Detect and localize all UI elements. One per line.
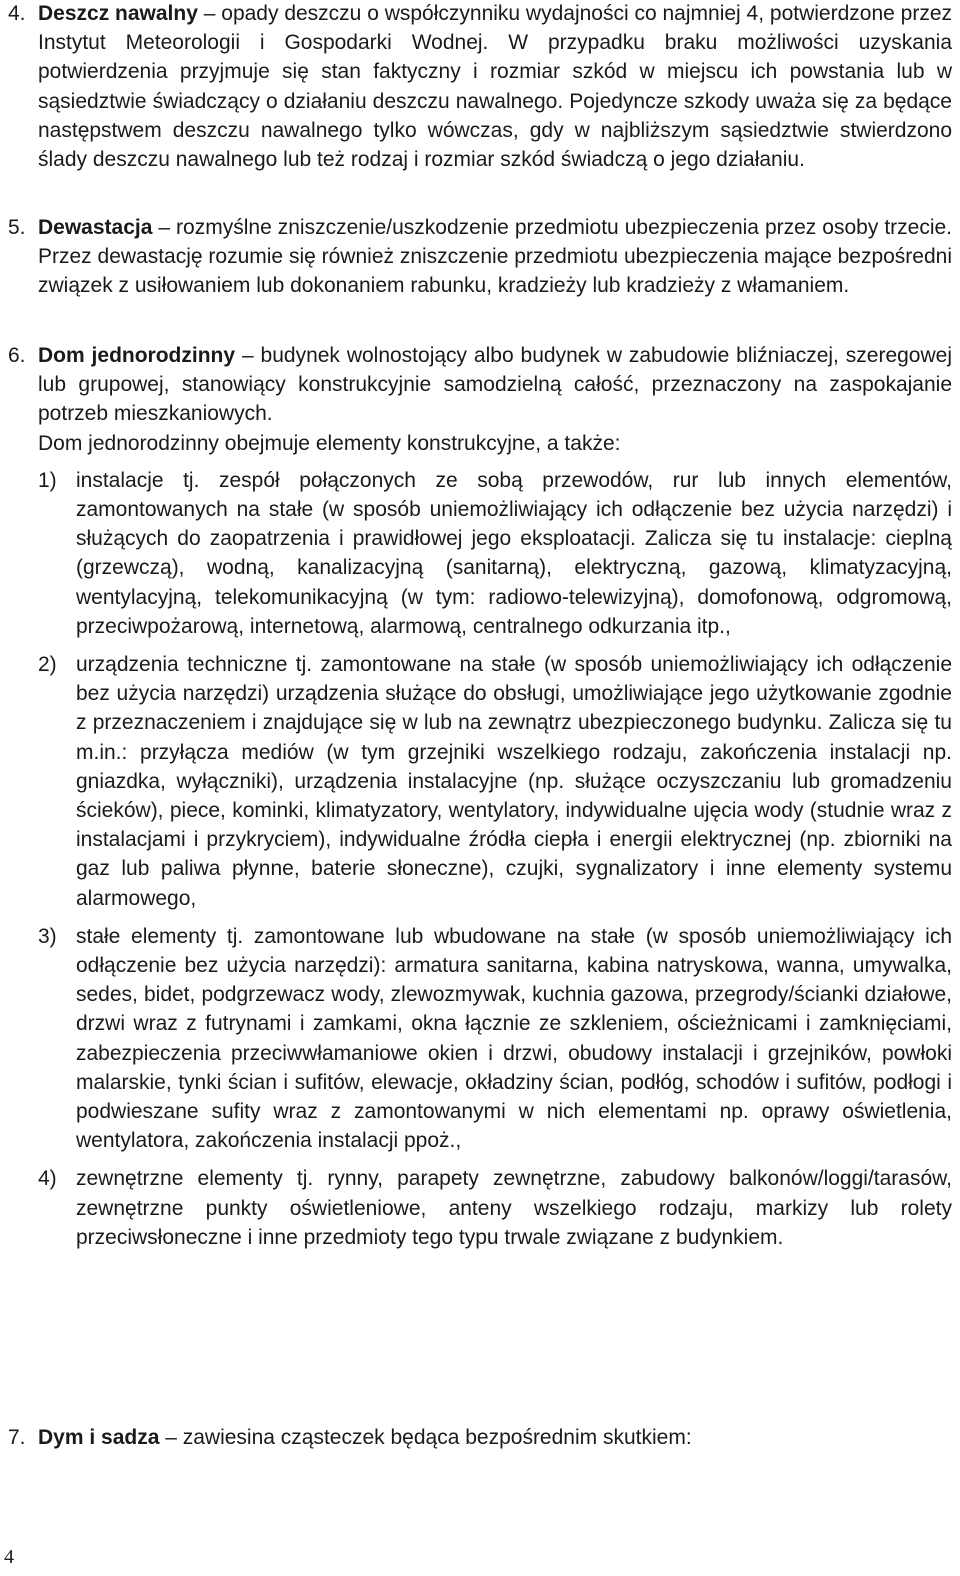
sub-item-text: zewnętrzne elementy tj. rynny, parapety zewnętrzne, zabudowy balkonów/loggi/tarasów, zewnętrzne punkty oświetleniowe, anteny wszelkiego rodzaju, markizy lub rolety przeciwsłoneczne i inne przedmioty tego typu trwale związane z budynkiem.	[76, 1167, 952, 1249]
entry-number: 5.	[8, 216, 26, 239]
entry-text: – budynek wolnostojący albo budynek w zabudowie bliźniaczej, szeregowej lub grupowej, stanowiący konstrukcyjnie samodzielną całość, przeznaczony na zaspokajanie potrzeb mieszkaniowych.	[38, 344, 952, 426]
entry-body	[38, 1423, 952, 1452]
entry-text: – rozmyślne zniszczenie/uszkodzenie przedmiotu ubezpieczenia przez osoby trzecie. Przez dewastację rozumie się również zniszczenie przedmiotu ubezpieczenia mające bezpośredni związek z usiłowaniem lub dokonaniem rabunku, kradzieży lub kradzieży z włamaniem.	[38, 216, 952, 298]
sub-item-number: 1)	[38, 468, 57, 492]
entry-text: – zawiesina cząsteczek będąca bezpośrednim skutkiem:	[159, 1426, 692, 1449]
sub-list	[38, 466, 952, 1252]
definition-entry-7	[0, 1423, 952, 1452]
entry-term: Dym i sadza	[38, 1426, 160, 1449]
sub-item-number: 3)	[38, 924, 57, 948]
entry-body	[38, 213, 952, 301]
sub-list-item	[38, 922, 952, 1156]
entry-definition	[38, 341, 952, 429]
sub-item-number: 2)	[38, 653, 57, 677]
entry-number: 4.	[8, 2, 26, 25]
sub-list-item	[38, 466, 952, 641]
entry-text: – opady deszczu o współczynniku wydajności co najmniej 4, potwierdzone przez Instytut Meteorologii i Gospodarki Wodnej. W przypadku braku możliwości uzyskania potwierdzenia przyjmuje się stan faktyczny i rozmiar szkód w miejscu ich powstania lub w sąsiedztwie świadczący o działaniu deszczu nawalnego. Pojedyncze szkody uważa się za będące następstwem deszczu nawalnego tylko wówczas, gdy w najbliższym sąsiedztwie stwierdzono ślady deszczu nawalnego lub też rodzaj i rozmiar szkód świadczą o jego działaniu.	[38, 2, 952, 172]
entry-body	[38, 0, 952, 174]
definition-entry-6	[0, 341, 952, 1261]
definition-entry-5	[0, 213, 952, 301]
definition-entry-4	[0, 0, 952, 174]
entry-term: Dom jednorodzinny	[38, 344, 236, 367]
sub-item-number: 4)	[38, 1167, 57, 1191]
entry-number: 7.	[8, 1426, 26, 1449]
entry-term: Dewastacja	[38, 216, 153, 239]
entry-intro: Dom jednorodzinny obejmuje elementy konstrukcyjne, a także:	[38, 431, 621, 455]
sub-list-item	[38, 650, 952, 913]
entry-body	[38, 341, 952, 1252]
sub-list-item	[38, 1164, 952, 1252]
sub-item-text: instalacje tj. zespół połączonych ze sobą przewodów, rur lub innych elementów, zamontowanych na stałe (w sposób uniemożliwiający ich odłączenie bez użycia narzędzi) i służących do zaopatrzenia i prawidłowej jego eksploatacji. Zalicza się tu instalacje: cieplną (grzewczą), wodną, kanalizacyjną (sanitarną), elektryczną, gazową, klimatyzacyjną, wentylacyjną, telekomunikacyjną (w tym: radiowo-telewizyjną), domofonową, odgromową, przeciwpożarową, internetową, alarmową, centralnego odkurzania itp.,	[76, 468, 952, 638]
entry-number: 6.	[8, 344, 26, 367]
page-number: 4	[4, 1546, 14, 1568]
sub-item-text: stałe elementy tj. zamontowane lub wbudowane na stałe (w sposób uniemożliwiający ich odłączenie bez użycia narzędzi): armatura sanitarna, kabina natryskowa, wanna, umywalka, sedes, bidet, podgrzewacz wody, zlewozmywak, kuchnia gazowa, przegrody/ścianki działowe, drzwi wraz z futrynami i zamkami, okna łącznie ze szkleniem, ościeżnicami i zamknięciami, zabezpieczenia przeciwwłamaniowe okien i drzwi, obudowy instalacji i grzejników, powłoki malarskie, tynki ścian i sufitów, elewacje, okładziny ścian, podłóg, schodów i sufitów, podłogi i podwieszane sufity wraz z zamontowanymi w nich elementami np. oprawy oświetlenia, wentylatora, zakończenia instalacji ppoż.,	[76, 924, 952, 1153]
entry-term: Deszcz nawalny	[38, 2, 198, 25]
sub-item-text: urządzenia techniczne tj. zamontowane na stałe (w sposób uniemożliwiający ich odłączenie bez użycia narzędzi) urządzenia służące do obsługi, umożliwiające jego użytkowanie zgodnie z przeznaczeniem i znajdujące się w lub na zewnątrz ubezpieczonego budynku. Zalicza się tu m.in.: przyłącza mediów (w tym grzejniki wszelkiego rodzaju, zakończenia instalacji np. gniazdka, wyłączniki), urządzenia instalacyjne (np. służące oczyszczaniu lub gromadzeniu ścieków), piece, kominki, klimatyzatory, wentylatory, indywidualne ujęcia wody (studnie wraz z instalacjami i przykryciem), indywidualne źródła ciepła i energii elektrycznej (np. zbiorniki na gaz lub paliwa płynne, baterie słoneczne), czujki, sygnalizatory i inne elementy systemu alarmowego,	[76, 653, 952, 910]
